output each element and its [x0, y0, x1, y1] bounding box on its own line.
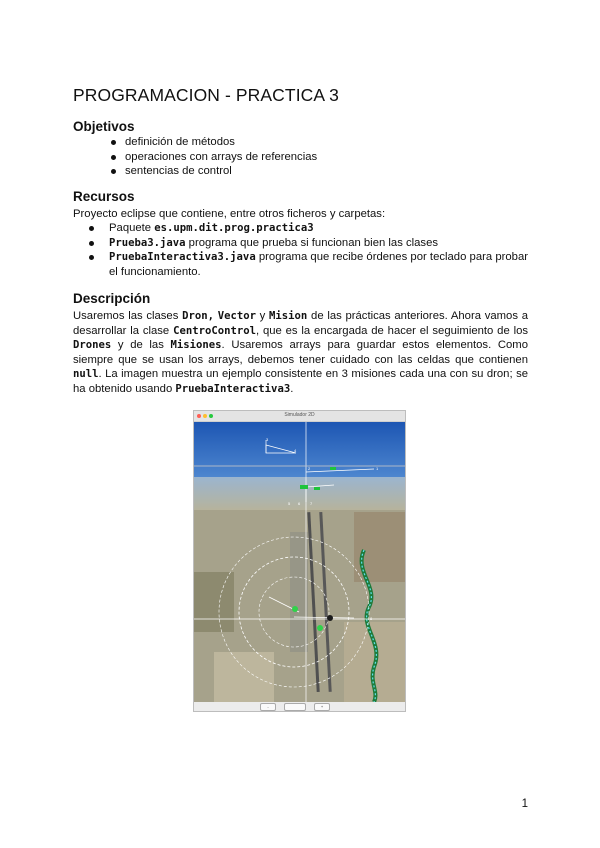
map-label: 1	[376, 466, 379, 471]
map-label: 2	[308, 466, 311, 471]
page-title: PROGRAMACION - PRACTICA 3	[73, 85, 340, 105]
section-heading-recursos: Recursos	[73, 189, 135, 204]
section-heading-descripcion: Descripción	[73, 291, 151, 306]
drone-marker	[317, 625, 323, 631]
drone-marker	[327, 615, 333, 621]
zoom-field[interactable]	[284, 703, 306, 711]
recursos-intro: Proyecto eclipse que contiene, entre otros ficheros y carpetas:	[73, 208, 386, 220]
drone-marker	[292, 606, 298, 612]
map-label: 8	[370, 616, 373, 621]
zoom-in-button[interactable]: +	[314, 703, 330, 711]
drone-marker	[314, 487, 320, 490]
map-label: 4	[294, 448, 297, 453]
map-label: 7	[310, 501, 313, 506]
map-label: 3	[266, 437, 269, 442]
recursos-list	[73, 221, 528, 279]
list-item: PruebaInteractiva3.java programa que recibe órdenes por teclado para probar el funcionamiento.	[73, 250, 528, 279]
zoom-out-button[interactable]: -	[260, 703, 276, 711]
drone-marker	[300, 485, 308, 489]
code-text: es.upm.dit.prog.practica3	[154, 222, 314, 234]
list-item: Prueba3.java programa que prueba si funcionan bien las clases	[73, 236, 528, 251]
simulation-map	[194, 422, 405, 702]
window-titlebar	[194, 411, 405, 422]
list-item: sentencias de control	[73, 164, 317, 179]
section-heading-objetivos: Objetivos	[73, 119, 135, 134]
window-toolbar	[194, 702, 405, 711]
simulator-screenshot	[193, 410, 406, 712]
map-label: 5	[288, 501, 291, 506]
map-label: 6	[298, 501, 301, 506]
objetivos-list	[73, 135, 317, 179]
code-text: Prueba3.java	[109, 236, 186, 249]
page-number: 1	[521, 798, 528, 810]
drone-marker	[330, 467, 336, 470]
window-title: Simulador 2D	[284, 412, 315, 418]
code-text: PruebaInteractiva3.java	[109, 251, 256, 263]
list-item: operaciones con arrays de referencias	[73, 150, 317, 165]
descripcion-paragraph: Usaremos las clases Dron, Vector y Mision de las prácticas anteriores. Ahora vamos a desarrollar la clase CentroControl, que es la encargada de hacer el seguimiento de los Drones y de las Misiones. Usaremos arrays para guardar estos elementos. Como siempre que se usan los arrays, debemos tener cuidado con las celdas que contienen null. La imagen muestra un ejemplo consistente en 3 misiones cada una con su dron; se ha obtenido usando PruebaInteractiva3.	[73, 310, 529, 395]
list-item: Paquete es.upm.dit.prog.practica3	[73, 221, 528, 236]
list-item: definición de métodos	[73, 135, 317, 150]
